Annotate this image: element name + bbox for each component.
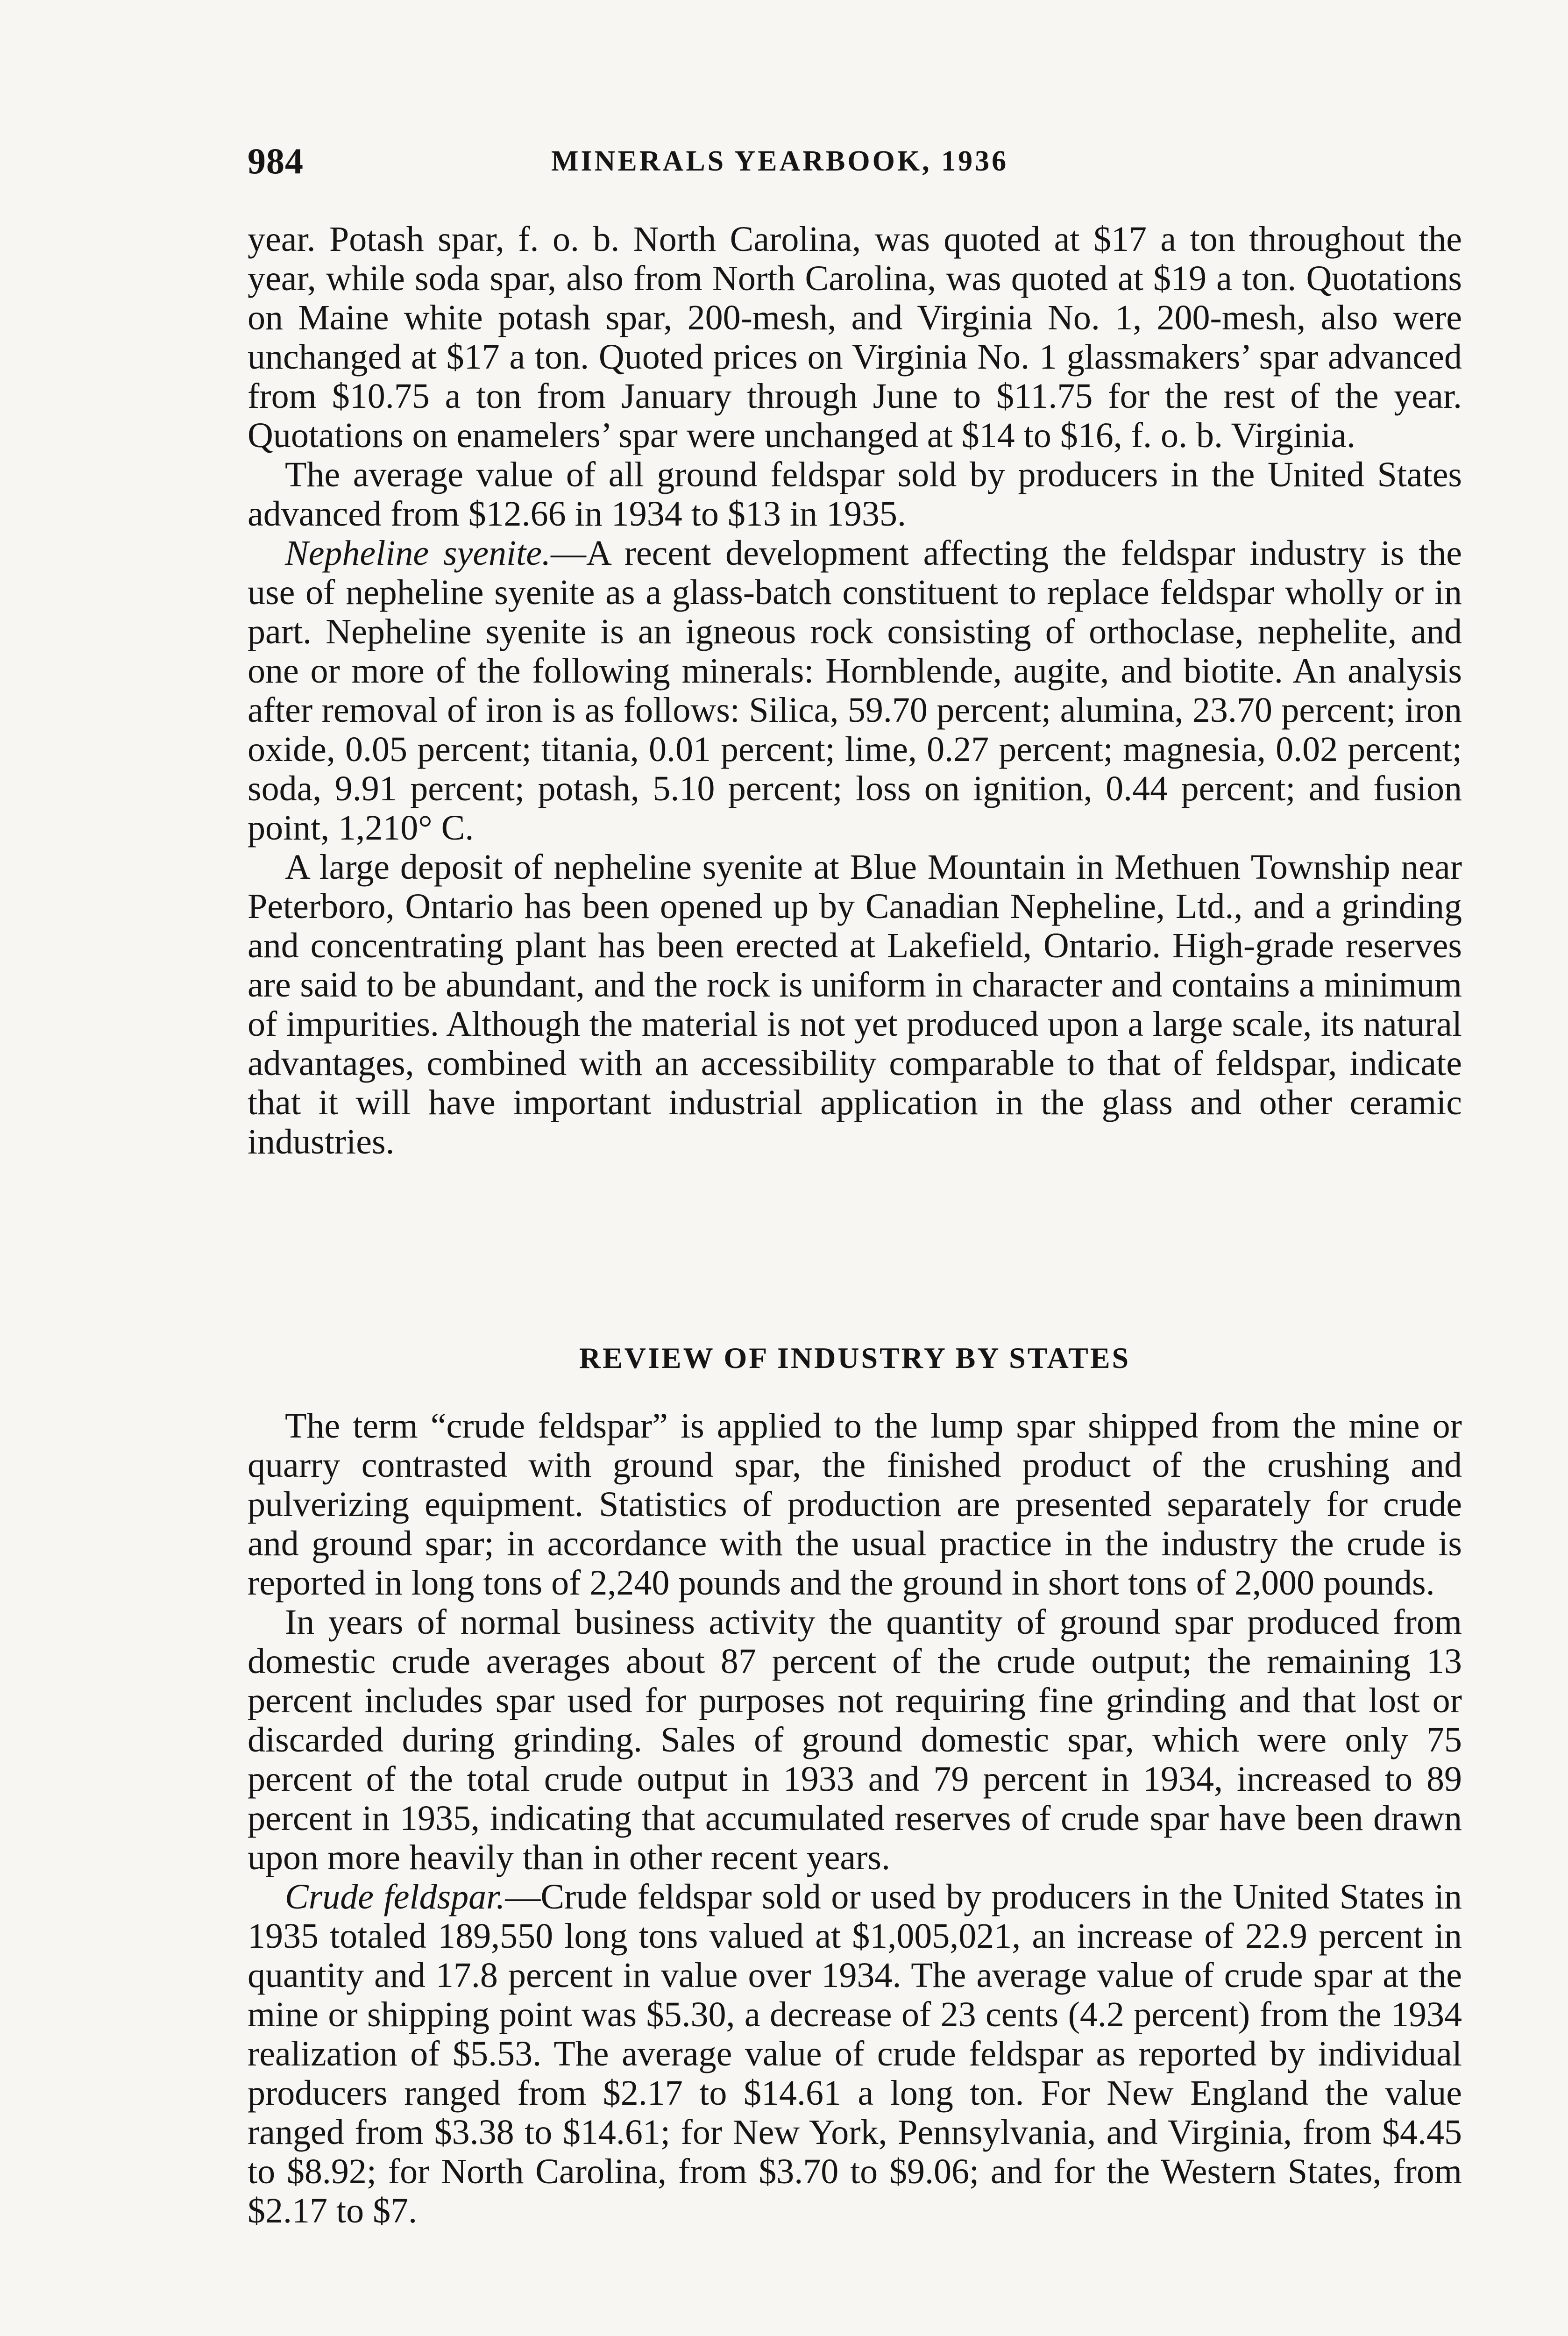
paragraph-crude-feldspar-term: The term “crude feldspar” is applied to the lump spar shipped from the mine or quarry contrasted with ground spar, the finished product of the crushing and pulverizing equipment. Statistics of production are presented separately for crude and ground spar; in accordance with the usual practice in the industry the crude is reported in long tons of 2,240 pounds and the ground in short tons of 2,000 pounds. [248, 1406, 1462, 1602]
body-text-section-1 [248, 220, 1462, 1161]
running-head [248, 140, 1462, 187]
paragraph-crude-feldspar [248, 1877, 1462, 2230]
paragraph-normal-business-activity: In years of normal business activity the quantity of ground spar produced from domestic crude averages about 87 percent of the crude output; the remaining 13 percent includes spar used for purposes not requiring fine grinding and that lost or discarded during grinding. Sales of ground domestic spar, which were only 75 percent of the total crude output in 1933 and 79 percent in 1934, increased to 89 percent in 1935, indicating that accumulated reserves of crude spar have been drawn upon more heavily than in other recent years. [248, 1602, 1462, 1877]
running-title: MINERALS YEARBOOK, 1936 [551, 145, 1009, 177]
paragraph-average-ground-value: The average value of all ground feldspar sold by producers in the United States advanced from $12.66 in 1934 to $13 in 1935. [248, 455, 1462, 534]
run-in-heading-crude-feldspar: Crude feldspar. [285, 1877, 505, 1916]
body-text-section-2 [248, 1406, 1462, 2230]
paragraph-potash-spar-prices: year. Potash spar, f. o. b. North Carolina, was quoted at $17 a ton throughout the year, while soda spar, also from North Carolina, was quoted at $19 a ton. Quotations on Maine white potash spar, 200-mesh, and Virginia No. 1, 200-mesh, also were unchanged at $17 a ton. Quoted prices on Virginia No. 1 glassmakers’ spar advanced from $10.75 a ton from January through June to $11.75 for the rest of the year. Quotations on enamelers’ spar were unchanged at $14 to $16, f. o. b. Virginia. [248, 220, 1462, 455]
section-heading: REVIEW OF INDUSTRY BY STATES [579, 1341, 1131, 1375]
paragraph-nepheline-syenite [248, 534, 1462, 848]
nepheline-syenite-text: —A recent development affecting the feldspar industry is the use of nepheline syenite as a glass-batch constituent to replace feldspar wholly or in part. Nepheline syenite is an igneous rock consisting of orthoclase, nephelite, and one or more of the following minerals: Hornblende, augite, and biotite. An analysis after removal of iron is as follows: Silica, 59.70 percent; alumina, 23.70 percent; iron oxide, 0.05 percent; titania, 0.01 percent; lime, 0.27 percent; magnesia, 0.02 percent; soda, 9.91 percent; potash, 5.10 percent; loss on ignition, 0.44 percent; and fusion point, 1,210° C. [248, 534, 1462, 848]
paragraph-blue-mountain-deposit: A large deposit of nepheline syenite at Blue Mountain in Methuen Township near Peterboro, Ontario has been opened up by Canadian Nepheline, Ltd., and a grinding and concentrating plant has been erected at Lakefield, Ontario. High-grade reserves are said to be abundant, and the rock is uniform in character and contains a minimum of impurities. Although the material is not yet produced upon a large scale, its natural advantages, combined with an accessibility comparable to that of feldspar, indicate that it will have important industrial application in the glass and other ceramic industries. [248, 848, 1462, 1161]
run-in-heading-nepheline-syenite: Nepheline syenite. [285, 534, 551, 573]
crude-feldspar-text: —Crude feldspar sold or used by producers in the United States in 1935 totaled 189,550 long tons valued at $1,005,021, an increase of 22.9 percent in quantity and 17.8 percent in value over 1934. The average value of crude spar at the mine or shipping point was $5.30, a decrease of 23 cents (4.2 percent) from the 1934 realization of $5.53. The average value of crude feldspar as reported by individual producers ranged from $2.17 to $14.61 a long ton. For New England the value ranged from $3.38 to $14.61; for New York, Pennsylvania, and Virginia, from $4.45 to $8.92; for North Carolina, from $3.70 to $9.06; and for the Western States, from $2.17 to $7. [248, 1877, 1462, 2230]
page-number: 984 [248, 141, 304, 181]
